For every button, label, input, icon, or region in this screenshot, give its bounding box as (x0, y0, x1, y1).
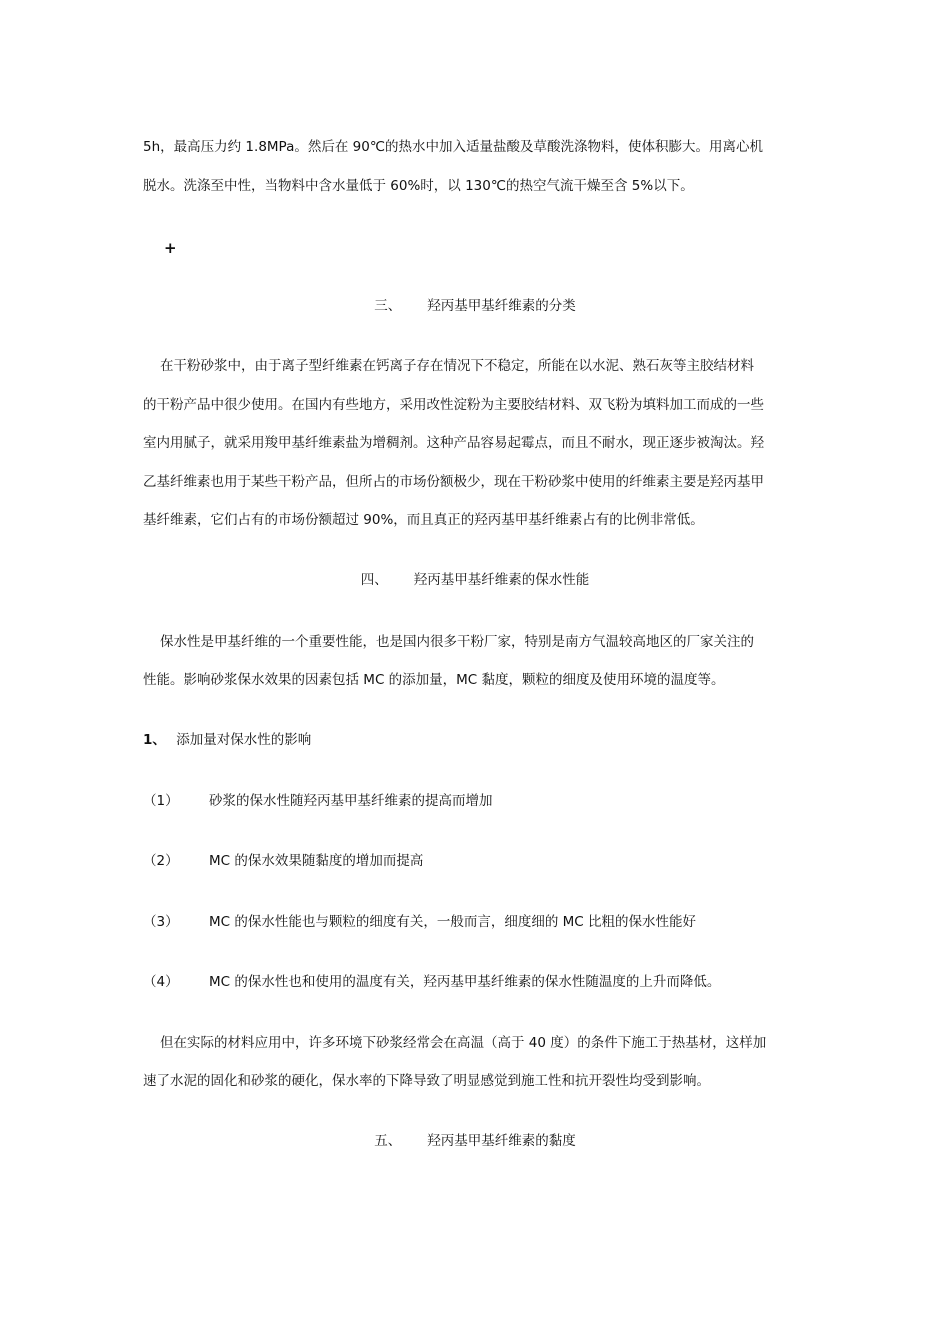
section-4-heading (0, 570, 950, 590)
section-5-number: 五、 (374, 1133, 402, 1149)
list-item-text: MC 的保水效果随黏度的增加而提高 (209, 853, 424, 869)
section-4-paragraph-line-1: 保水性是甲基纤维的一个重要性能，也是国内很多干粉厂家，特别是南方气温较高地区的厂家关注的 (160, 634, 754, 650)
section-5-title: 羟丙基甲基纤维素的黏度 (427, 1133, 576, 1149)
section-3-number: 三、 (374, 298, 402, 314)
subsection-1-title: 添加量对保水性的影响 (176, 732, 312, 748)
plus-icon: + (164, 239, 177, 257)
section-4-title: 羟丙基甲基纤维素的保水性能 (413, 572, 590, 588)
list-item-number: （1） (143, 793, 179, 809)
list-item-text: MC 的保水性也和使用的温度有关，羟丙基甲基纤维素的保水性随温度的上升而降低。 (209, 974, 721, 990)
section-5-heading (0, 1131, 950, 1151)
section-3-title: 羟丙基甲基纤维素的分类 (427, 298, 576, 314)
section-3-paragraph-line-3: 室内用腻子，就采用羧甲基纤维素盐为增稠剂。这种产品容易起霉点，而且不耐水，现正逐步被淘汰。羟 (143, 435, 764, 451)
intro-line-1: 5h，最高压力约 1.8MPa。然后在 90℃的热水中加入适量盐酸及草酸洗涤物料，使体积膨大。用离心机 (143, 139, 763, 155)
subsection-1-number: 1、 (143, 732, 166, 748)
list-item (143, 912, 696, 932)
section-4-paragraph-line-3: 但在实际的材料应用中，许多环境下砂浆经常会在高温（高于 40 度）的条件下施工于热基材，这样加 (160, 1035, 767, 1051)
section-3-paragraph-line-5: 基纤维素，它们占有的市场份额超过 90%，而且真正的羟丙基甲基纤维素占有的比例非常低。 (143, 512, 704, 528)
list-item (143, 791, 493, 811)
section-3-paragraph-line-2: 的干粉产品中很少使用。在国内有些地方，采用改性淀粉为主要胶结材料、双飞粉为填料加工而成的一些 (143, 397, 764, 413)
intro-line-2: 脱水。洗涤至中性，当物料中含水量低于 60%时，以 130℃的热空气流干燥至含 5%以下。 (143, 178, 694, 194)
section-3-paragraph-line-1: 在干粉砂浆中，由于离子型纤维素在钙离子存在情况下不稳定，所能在以水泥、熟石灰等主胶结材料 (160, 358, 754, 374)
section-3-heading (0, 296, 950, 316)
list-item-number: （2） (143, 853, 179, 869)
section-3-paragraph-line-4: 乙基纤维素也用于某些干粉产品，但所占的市场份额极少，现在干粉砂浆中使用的纤维素主要是羟丙基甲 (143, 474, 764, 490)
list-item-text: MC 的保水性能也与颗粒的细度有关，一般而言，细度细的 MC 比粗的保水性能好 (209, 914, 697, 930)
list-item (143, 972, 720, 992)
list-item-number: （3） (143, 914, 179, 930)
subsection-1-heading (143, 730, 311, 750)
list-item-number: （4） (143, 974, 179, 990)
list-item-text: 砂浆的保水性随羟丙基甲基纤维素的提高而增加 (209, 793, 493, 809)
section-4-paragraph-line-4: 速了水泥的固化和砂浆的硬化，保水率的下降导致了明显感觉到施工性和抗开裂性均受到影响。 (143, 1073, 710, 1089)
list-item (143, 851, 423, 871)
section-4-paragraph-line-2: 性能。影响砂浆保水效果的因素包括 MC 的添加量，MC 黏度，颗粒的细度及使用环境的温度等。 (143, 672, 725, 688)
section-4-number: 四、 (360, 572, 388, 588)
